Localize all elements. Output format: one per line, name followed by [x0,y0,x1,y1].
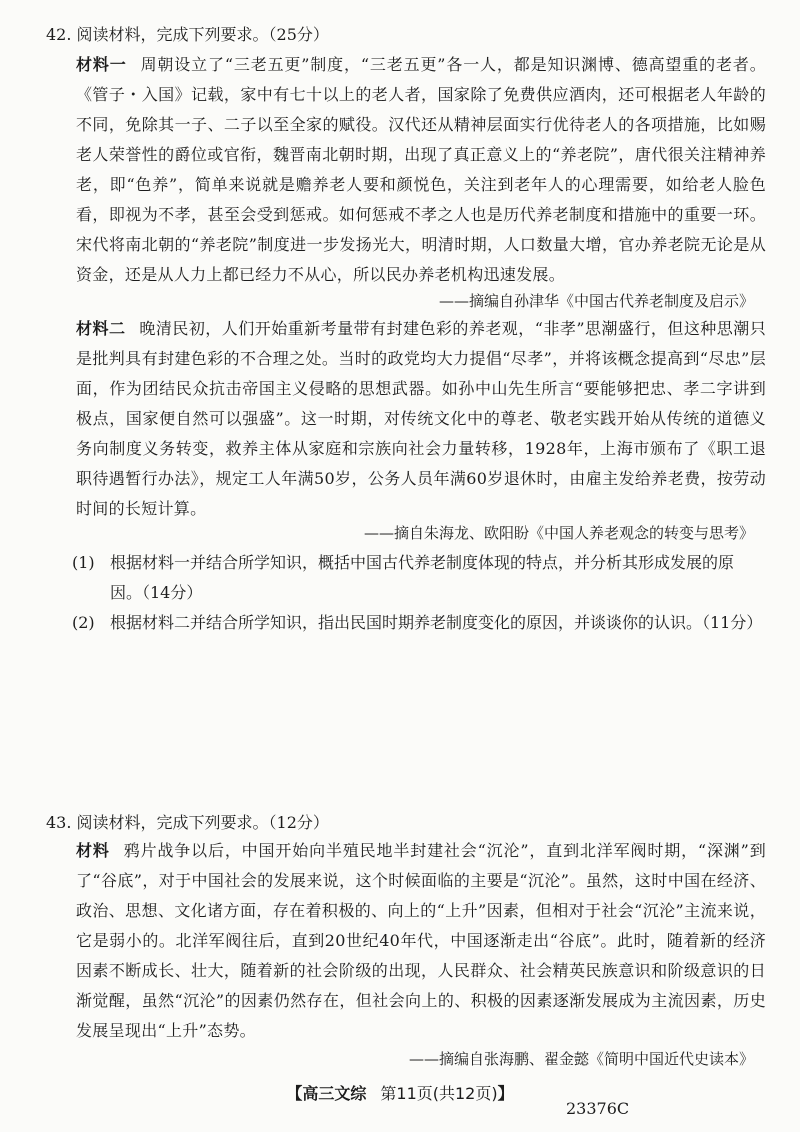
q43-material-label: 材料 [76,841,110,860]
material-one-label: 材料一 [76,55,127,74]
material-two-source: ——摘自朱海龙、欧阳盼《中国人养老观念的转变与思考》 [363,524,754,542]
material-two-label: 材料二 [76,319,126,338]
q43-material-text: 鸦片战争以后，中国开始向半殖民地半封建社会“沉沦”，直到北洋军阀时期，“深渊”到了“谷底”，对于中国社会的发展来说，这个时候面临的主要是“沉沦”。虽然，这时中国在经济、政治、思想、文化诸方面，存在着积极的、向上的“上升”因素，但相对于社会“沉沦”主流来说，它是弱小的。北洋军阀往后，直到20世纪40年代，中国逐渐走出“谷底”。此时，随着新的经济因素不断成长、壮大，随着新的社会阶级的出现，人民群众、社会精英民族意识和阶级意识的日渐觉醒，虽然“沉沦”的因素仍然存在，但社会向上的、积极的因素逐渐发展成为主流因素，历史发展呈现出“上升”态势。 [76,841,766,1040]
question-43-header: 43. 阅读材料，完成下列要求。（12分） [46,813,329,832]
subquestion-1-number: (1) [72,553,95,572]
question-42-header: 42. 阅读材料，完成下列要求。（25分） [46,25,329,44]
q43-material [76,836,766,1046]
q42-subquestion-1 [72,548,766,608]
q43-material-source: ——摘编自张海鹏、翟金懿《简明中国近代史读本》 [408,1050,754,1068]
subquestion-2-text: 根据材料二并结合所学知识，指出民国时期养老制度变化的原因，并谈谈你的认识。（11分） [110,613,763,632]
q42-material-two [76,314,766,524]
material-one-text: 周朝设立了“三老五更”制度，“三老五更”各一人，都是知识渊博、德高望重的老者。《管子・入国》记载，家中有七十以上的老人者，国家除了免费供应酒肉，还可根据老人年龄的不同，免除其一子、二子以至全家的赋役。汉代还从精神层面实行优待老人的各项措施，比如赐老人荣誉性的爵位或官衔，魏晋南北朝时期，出现了真正意义上的“养老院”，唐代很关注精神养老，即“色养”，简单来说就是赡养老人要和颜悦色，关注到老年人的心理需要，如给老人脸色看，即视为不孝，甚至会受到惩戒。如何惩戒不孝之人也是历代养老制度和措施中的重要一环。宋代将南北朝的“养老院”制度进一步发扬光大，明清时期，人口数量大增，官办养老院无论是从资金，还是从人力上都已经力不从心，所以民办养老机构迅速发展。 [76,55,766,284]
subquestion-1-text: 根据材料一并结合所学知识，概括中国古代养老制度体现的特点，并分析其形成发展的原因。（14分） [110,553,735,602]
q42-subquestion-2 [72,608,766,638]
exam-code: 23376C [566,1099,630,1118]
material-one-source: ——摘编自孙津华《中国古代养老制度及启示》 [438,292,754,310]
q42-material-one [76,50,766,290]
material-two-text: 晚清民初，人们开始重新考量带有封建色彩的养老观，“非孝”思潮盛行，但这种思潮只是批判具有封建色彩的不合理之处。当时的政党均大力提倡“尽孝”，并将该概念提高到“尽忠”层面，作为团结民众抗击帝国主义侵略的思想武器。如孙中山先生所言“要能够把忠、孝二字讲到极点，国家便自然可以强盛”。这一时期，对传统文化中的尊老、敬老实践开始从传统的道德义务向制度义务转变，救养主体从家庭和宗族向社会力量转移，1928年，上海市颁布了《职工退职待遇暂行办法》，规定工人年满50岁，公务人员年满60岁退休时，由雇主发给养老费，按劳动时间的长短计算。 [76,319,766,518]
subquestion-2-number: (2) [72,613,95,632]
footer-bracket-close: 】 [497,1084,514,1103]
page-footer [0,1083,800,1105]
footer-page-info: 第11页(共12页) [380,1084,498,1103]
footer-subject: 高三文综 [302,1084,367,1103]
footer-bracket-open: 【 [286,1084,303,1103]
